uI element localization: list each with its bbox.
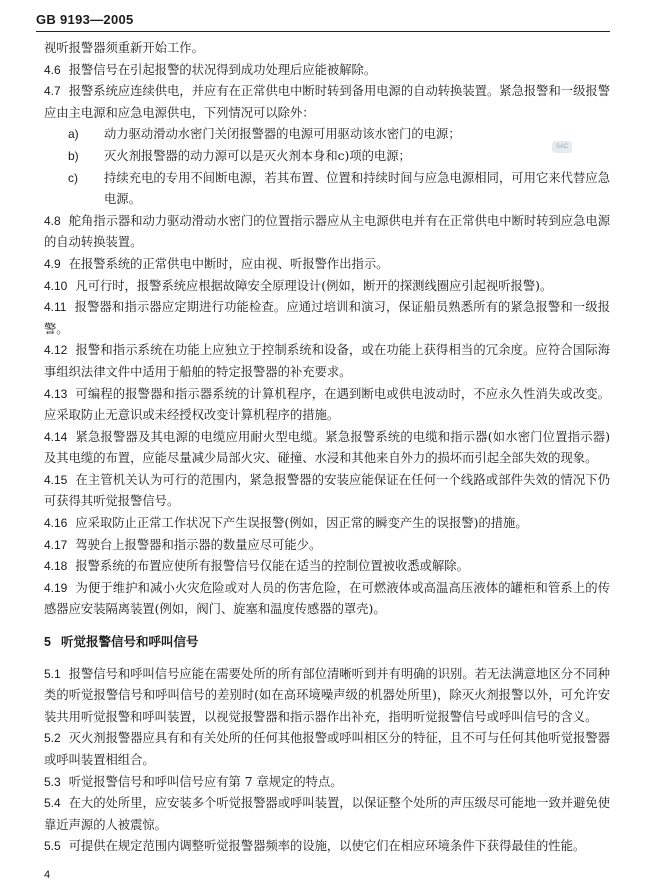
clause-number: 5.1 [44, 666, 61, 681]
clause-paragraph [44, 793, 610, 836]
clause-number: 4.13 [44, 386, 68, 401]
clause-number: 4.19 [44, 580, 68, 595]
clause-text: 报警信号在引起报警的状况得到成功处理后应能被解除。 [68, 62, 377, 77]
clause-paragraph [44, 211, 610, 254]
clause-number: 4.18 [44, 559, 68, 574]
clause-paragraph [44, 384, 610, 427]
list-item-label: b) [68, 148, 79, 163]
clause-text: 报警系统的布置应使所有报警信号仅能在适当的控制位置被收悉或解除。 [75, 559, 469, 574]
clause-text: 凡可行时，报警系统应根据故障安全原理设计(例如，断开的探测线圈应引起视听报警)。 [75, 278, 553, 293]
clause-number: 4.9 [44, 256, 61, 271]
clause-number: 5.3 [44, 774, 61, 789]
clause-text: 视听报警器须重新开始工作。 [44, 41, 204, 55]
clause-text: 灭火剂报警器应具有和有关处所的任何其他报警或呼叫相区分的特征，且不可与任何其他听觉报警器或呼叫装置相组合。 [44, 731, 610, 767]
list-item [44, 146, 610, 168]
list-item-text: 动力驱动滑动水密门关闭报警器的电源可用驱动该水密门的电源； [104, 127, 461, 142]
section-title: 听觉报警信号和呼叫信号 [60, 634, 199, 650]
clause-text: 在大的处所里，应安装多个听觉报警器或呼叫装置，以保证整个处所的声压级尽可能地一致并避免使靠近声源的人被震惊。 [44, 796, 610, 832]
clause-number: 4.17 [44, 537, 68, 552]
section-heading [44, 631, 610, 654]
page-body [44, 38, 610, 858]
clause-paragraph [44, 470, 610, 513]
clause-number: 4.14 [44, 429, 68, 444]
clause-paragraph [44, 81, 610, 124]
clause-text: 报警信号和呼叫信号应能在需要处所的所有部位清晰听到并有明确的识别。若无法满意地区分不同种类的听觉报警信号和呼叫信号的差别时(如在高环境噪声级的机器处所里)，除灭火剂报警以外，可允许安装共用听觉报警和呼叫装置，以视觉报警器和指示器作出补充，指明听觉报警信号或呼叫信号的含义。 [44, 666, 610, 724]
clause-text: 紧急报警器及其电源的电缆应用耐火型电缆。紧急报警系统的电缆和指示器(如水密门位置指示器)及其电缆的布置，应能尽量减少局部火灾、碰撞、水浸和其他来自外力的损坏而引起全部失效的现象。 [44, 429, 610, 466]
standard-header: GB 9193—2005 [36, 12, 134, 27]
clause-number: 4.16 [44, 516, 68, 531]
clause-paragraph [44, 254, 610, 276]
clause-number: 5.4 [44, 796, 61, 811]
clause-paragraph [44, 664, 610, 729]
clause-number: 4.11 [44, 300, 67, 315]
list-item-text: 持续充电的专用不间断电源，若其布置、位置和持续时间与应急电源相同，可用它来代替应急电源。 [104, 170, 610, 207]
clause-text: 舵角指示器和动力驱动滑动水密门的位置指示器应从主电源供电并有在正常供电中断时转到应急电源的自动转换装置。 [44, 213, 610, 250]
clause-paragraph [44, 836, 610, 858]
clause-number: 5.2 [44, 731, 61, 746]
clause-number: 5.5 [44, 839, 61, 854]
clause-text: 为便于维护和减小火灾危险或对人员的伤害危险，在可燃液体或高温高压液体的罐柜和管系上的传感器应安装隔离装置(例如，阀门、旋塞和温度传感器的罩壳)。 [44, 580, 610, 617]
clause-paragraph [44, 535, 610, 557]
clause-paragraph [44, 728, 610, 771]
clause-paragraph [44, 60, 610, 82]
clause-text: 在主管机关认为可行的范围内，紧急报警器的安装应能保证在任何一个线路或部件失效的情况下仍可获得其听觉报警信号。 [44, 472, 610, 509]
list-item [44, 124, 610, 146]
clause-paragraph [44, 297, 610, 340]
watermark-logo: SAC [552, 141, 572, 153]
section-number: 5 [44, 635, 51, 650]
clause-number: 4.12 [44, 343, 68, 358]
clause-text: 可编程的报警器和指示器系统的计算机程序，在遇到断电或供电波动时，不应永久性消失或改变。应采取防止无意识或未经授权改变计算机程序的措施。 [44, 386, 610, 423]
clause-number: 4.15 [44, 472, 68, 487]
clause-text: 听觉报警信号和呼叫信号应有第 7 章规定的特点。 [68, 774, 343, 789]
clause-text: 报警器和指示器应定期进行功能检查。应通过培训和演习，保证船员熟悉所有的紧急报警和一级报警。 [44, 300, 610, 336]
list-item [44, 168, 610, 211]
clause-paragraph [44, 578, 610, 621]
clause-text: 报警和指示系统在功能上应独立于控制系统和设备，或在功能上获得相当的冗余度。应符合国际海事组织法律文件中适用于船舶的特定报警器的补充要求。 [44, 343, 610, 379]
clause-number: 4.8 [44, 213, 61, 228]
clause-text: 应采取防止正常工作状况下产生误报警(例如，因正常的瞬变产生的误报警)的措施。 [75, 516, 528, 531]
clause-text: 在报警系统的正常供电中断时，应由视、听报警作出指示。 [68, 256, 389, 271]
list-item-text: 灭火剂报警器的动力源可以是灭火剂本身和c)项的电源； [104, 148, 411, 163]
clause-paragraph [44, 427, 610, 470]
header-rule [36, 31, 610, 32]
clause-number: 4.10 [44, 278, 68, 293]
clause-text: 可提供在规定范围内调整听觉报警器频率的设施，以使它们在相应环境条件下获得最佳的性能。 [68, 839, 586, 854]
list-item-label: c) [68, 170, 78, 185]
clause-number: 4.6 [44, 62, 61, 77]
clause-paragraph [44, 38, 610, 60]
page-number: 4 [44, 869, 51, 881]
clause-text: 驾驶台上报警器和指示器的数量应尽可能少。 [75, 537, 322, 552]
clause-paragraph [44, 513, 610, 535]
clause-number: 4.7 [44, 84, 61, 99]
clause-paragraph [44, 276, 610, 298]
clause-paragraph [44, 772, 610, 794]
clause-text: 报警系统应连续供电，并应有在正常供电中断时转到备用电源的自动转换装置。紧急报警和一级报警应由主电源和应急电源供电，下列情况可以除外： [44, 84, 610, 120]
list-item-label: a) [68, 127, 79, 142]
clause-paragraph [44, 556, 610, 578]
clause-paragraph [44, 340, 610, 383]
